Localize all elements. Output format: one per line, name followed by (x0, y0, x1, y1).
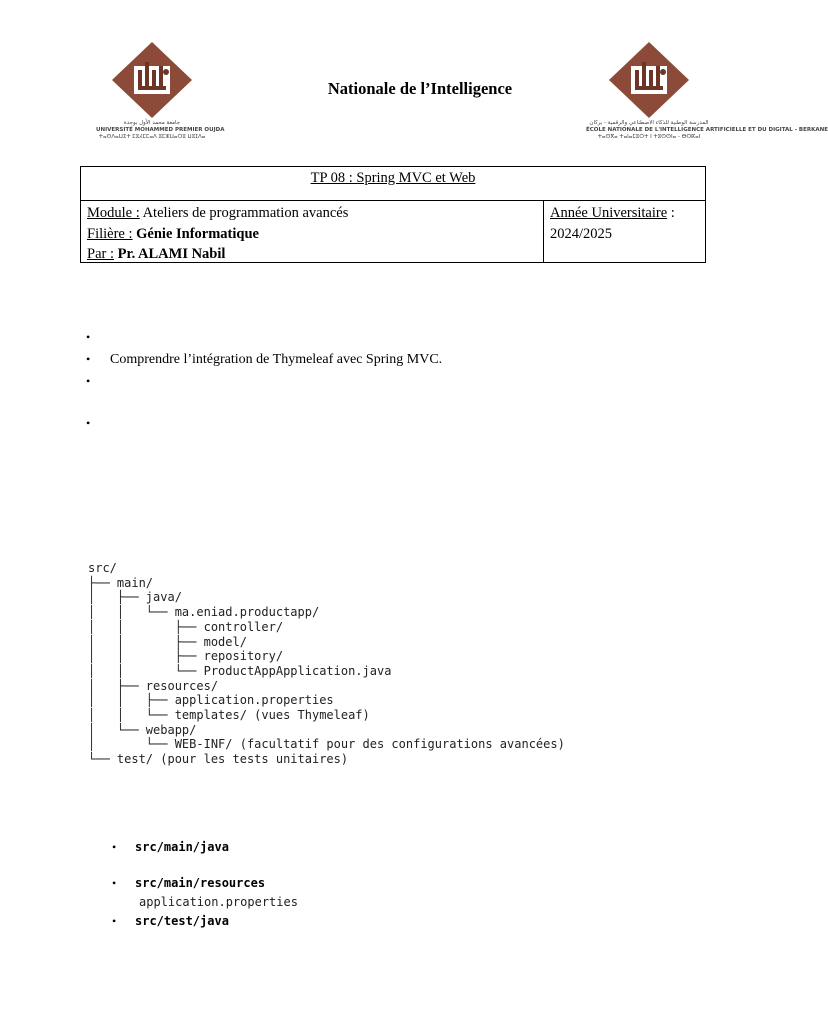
university-emblem-icon (96, 40, 208, 120)
folder-name: src/main/java (135, 840, 229, 854)
par-value: Pr. ALAMI Nabil (113, 246, 226, 262)
project-structure-tree: src/ ├── main/ │ ├── java/ │ │ └── ma.eniad.productapp/ │ │ ├── controller/ │ │ ├── model/ │ │ ├── repository/ │ │ └── ProductAppApplication.java │ ├── resources/ │ │ ├── application.properties │ │ └── templates/ (vues Thymeleaf) │ └── webapp/ │ └── WEB-INF/ (facultatif pour des configurations avancées) └── test/ (pour les tests unitaires) (88, 561, 565, 767)
bullet-icon: • (112, 876, 117, 890)
list-item (112, 914, 229, 929)
annee-suffix: : (667, 205, 675, 221)
bullet-icon: • (86, 330, 91, 344)
folder-detail: application.properties (139, 895, 298, 909)
logo-caption-amazigh: ⵜⴰⵙⴳⴰ ⵜⴰⵏⴰⵎⵓⵔⵜ ⵏ ⵜⵓⵙⵙⵏⴰ - ⴱⵔⴽⴰⵏ (597, 134, 701, 140)
bullet-icon: • (86, 374, 91, 388)
filiere-value: Génie Informatique (132, 225, 259, 242)
logo-caption-french: UNIVERSITÉ MOHAMMED PREMIER OUJDA (96, 127, 225, 133)
module-label: Module : (87, 205, 140, 221)
course-info-table (80, 166, 706, 263)
module-line (87, 203, 543, 224)
tp-title: TP 08 : Spring MVC et Web (310, 170, 476, 186)
annee-line (550, 203, 675, 224)
tp-title-row (81, 167, 705, 201)
course-details-row (81, 201, 705, 263)
filiere-line (87, 224, 543, 245)
par-label: Par : (87, 246, 114, 262)
university-logo (96, 40, 225, 148)
school-logo (586, 40, 828, 148)
bullet-icon: • (86, 352, 91, 366)
course-details-cell (81, 201, 544, 263)
bullet-icon: • (112, 914, 117, 928)
list-item (112, 876, 265, 891)
folder-name: src/test/java (135, 914, 229, 928)
module-value: Ateliers de programmation avancés (139, 205, 349, 221)
academic-year-cell (544, 201, 675, 263)
bullet-icon: • (112, 840, 117, 854)
list-item (112, 840, 229, 855)
list-item (86, 352, 442, 368)
logo-caption-arabic: جامعة محمد الأول بوجدة (123, 120, 181, 126)
list-item (86, 374, 110, 390)
annee-label: Année Universitaire (550, 205, 668, 221)
logo-caption-french: ÉCOLE NATIONALE DE L'INTELLIGENCE ARTIFICIELLE ET DU DIGITAL - BERKANE (586, 127, 828, 133)
logo-caption-amazigh: ⵜⴰⵙⴷⴰⵡⵉⵜ ⵎⵓⵃⵎⵎⴰⴷ ⵓⵎⵣⵡⴰⵔⵓ ⵡⵓⵊⴷⴰ (98, 134, 206, 140)
page-title: Nationale de l’Intelligence (327, 79, 513, 98)
par-line (87, 244, 543, 265)
list-item (86, 416, 110, 432)
list-item (86, 330, 110, 346)
annee-value: 2024/2025 (550, 225, 613, 242)
logo-caption-arabic: المدرسة الوطنية للذكاء الاصطناعي والرقمية - بركان (589, 120, 709, 126)
list-item-text: Comprendre l’intégration de Thymeleaf avec Spring MVC. (110, 352, 443, 367)
filiere-label: Filière : (87, 225, 133, 242)
school-emblem-icon (586, 40, 712, 120)
bullet-icon: • (86, 416, 91, 430)
folder-name: src/main/resources (135, 876, 266, 890)
